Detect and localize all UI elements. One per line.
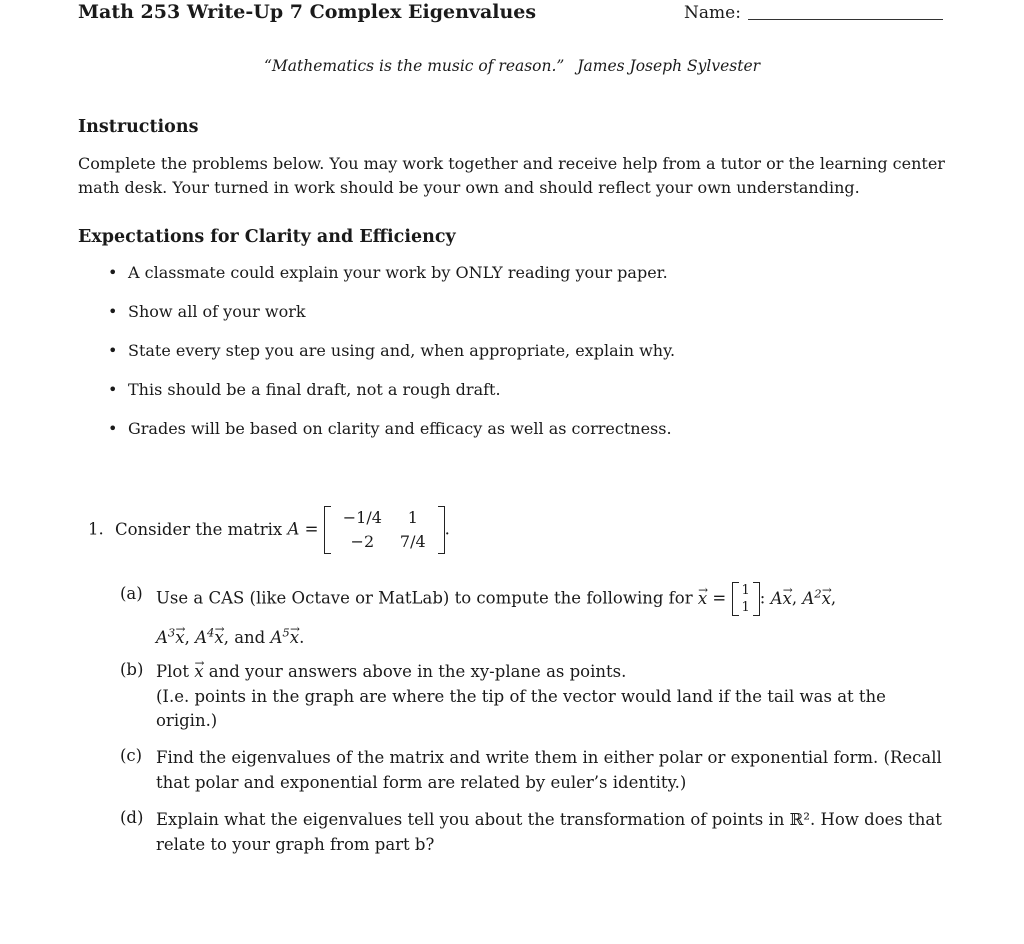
instructions-body: Complete the problems below. You may work together and receive help from a tutor or the learning center math desk. Your turned in work should be your own and should reflect your own understanding. — [78, 154, 945, 197]
part-a: (a) Use a CAS (like Octave or MatLab) to compute the following for → x = 1 1 : A→ x, $A^2\to x$, $A^3\to x$, $A^4\to x$, and $A^5\to x$. — [120, 584, 156, 603]
expectation-item: • A classmate could explain your work by ONLY reading your paper. — [108, 263, 668, 282]
matrix-cell: 7/4 — [399, 532, 426, 551]
name-field-line — [748, 19, 943, 20]
bullet-icon: • — [108, 302, 118, 321]
vector-cell: 1 — [741, 583, 750, 598]
problem-1: 1. Consider the matrix A = −1/4 1 −2 7/4 . — [88, 506, 450, 554]
bullet-icon: • — [108, 263, 118, 282]
expectation-item: • State every step you are using and, when appropriate, explain why. — [108, 341, 676, 360]
part-c-text: Find the eigenvalues of the matrix and write them in either polar or exponential form. (Recall that polar and exponential form are related by euler’s identity.) — [156, 748, 942, 792]
real-plane-symbol: ℝ² — [789, 810, 810, 829]
matrix-cell: −1/4 — [342, 508, 382, 527]
vector-cell: 1 — [741, 600, 750, 615]
part-b-note: (I.e. points in the graph are where the tip of the vector would land if the tail was at the origin.) — [156, 686, 886, 730]
and-word: and — [234, 628, 266, 647]
part-b: (b) Plot → x and your answers above in the xy-plane as points. (I.e. points in the graph are where the tip of the vector would land if the tail was at the origin.) — [120, 660, 156, 679]
instructions-heading: Instructions — [78, 117, 199, 137]
quote-text: “Mathematics is the music of reason.” — [263, 57, 565, 75]
document-title: Math 253 Write-Up 7 Complex Eigenvalues — [78, 1, 537, 23]
part-a-text: Use a CAS (like Octave or MatLab) to compute the following for — [156, 588, 693, 608]
name-label: Name: — [684, 3, 741, 23]
quote-author: James Joseph Sylvester — [577, 57, 761, 75]
part-d — [120, 808, 942, 854]
matrix-cell: −2 — [350, 532, 375, 551]
part-c — [120, 746, 942, 792]
matrix-a — [324, 506, 445, 554]
quote — [0, 57, 1024, 75]
part-label: (c) — [120, 746, 143, 765]
part-label: (b) — [120, 660, 144, 679]
part-b-text: and your answers above in the xy-plane as points. — [208, 662, 627, 681]
expectations-heading: Expectations for Clarity and Efficiency — [78, 227, 456, 247]
bullet-icon: • — [108, 419, 118, 438]
bullet-icon: • — [108, 341, 118, 360]
matrix-cell: 1 — [407, 508, 418, 527]
expectation-item: • Grades will be based on clarity and efficacy as well as correctness. — [108, 419, 672, 438]
part-d-text: Explain what the eigenvalues tell you about the transformation of points in — [156, 810, 785, 829]
part-label: (d) — [120, 808, 144, 827]
bullet-icon: • — [108, 380, 118, 399]
matrix-symbol: A — [287, 519, 300, 539]
part-b-text: Plot — [156, 662, 189, 681]
problem-intro: Consider the matrix — [115, 519, 283, 539]
vector-x — [732, 582, 760, 616]
problem-number: 1. — [88, 519, 104, 539]
part-label: (a) — [120, 584, 143, 603]
part-d-text: . How does that relate to your graph from part b? — [156, 810, 942, 854]
expectation-item: • Show all of your work — [108, 302, 306, 321]
expectation-item: • This should be a final draft, not a rough draft. — [108, 380, 501, 399]
